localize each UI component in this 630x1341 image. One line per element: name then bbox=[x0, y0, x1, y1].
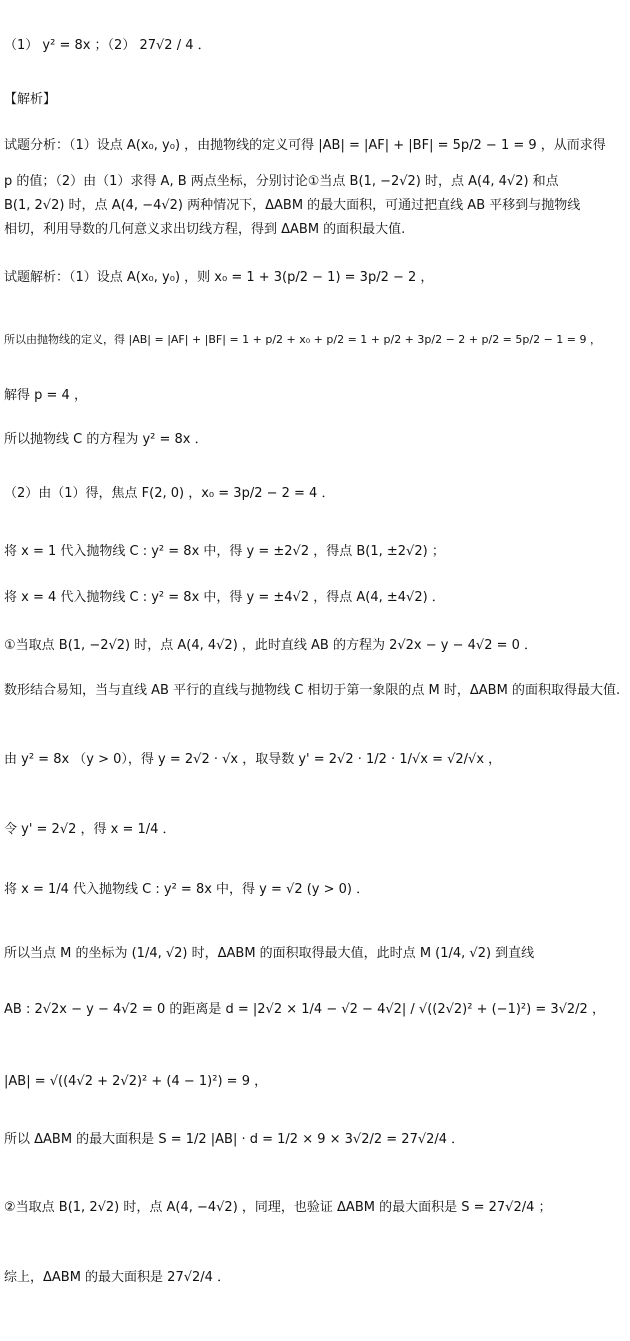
solution-line-1: 试题解析：（1）设点 A(x₀, y₀) ，则 x₀ = 1 + 3(p/2 − 1) = 3p/2 − 2 ， bbox=[4, 270, 434, 285]
solution-line-6: 将 x = 1 代入抛物线 C : y² = 8x 中，得 y = ±2√2 ，得点 B(1, ±2√2) ； bbox=[4, 544, 445, 559]
analysis-line-2: p 的值；（2）由（1）求得 A, B 两点坐标，分别讨论①当点 B(1, −2√2) 时，点 A(4, 4√2) 和点 bbox=[4, 174, 559, 189]
solution-line-12: 将 x = 1/4 代入抛物线 C : y² = 8x 中，得 y = √2 (y > 0) ． bbox=[4, 882, 370, 897]
solution-line-7: 将 x = 4 代入抛物线 C : y² = 8x 中，得 y = ±4√2 ，得点 A(4, ±4√2) ． bbox=[4, 590, 445, 605]
solution-line-2: 所以由抛物线的定义，得 |AB| = |AF| + |BF| = 1 + p/2 + x₀ + p/2 = 1 + p/2 + 3p/2 − 2 + p/2 = 5p/2 − 1 = 9 ， bbox=[4, 333, 601, 346]
answer-line: （1） y² = 8x ；（2） 27√2 / 4 ． bbox=[4, 38, 211, 53]
solution-line-13: 所以当点 M 的坐标为 (1/4, √2) 时，ΔABM 的面积取得最大值，此时点 M (1/4, √2) 到直线 bbox=[4, 946, 535, 961]
solution-line-18: 综上，ΔABM 的最大面积是 27√2/4 ． bbox=[4, 1270, 231, 1285]
solution-line-14: AB : 2√2x − y − 4√2 = 0 的距离是 d = |2√2 × 1/4 − √2 − 4√2| / √((2√2)² + (−1)²) = 3√2/2 ， bbox=[4, 1002, 605, 1017]
solution-line-5: （2）由（1）得，焦点 F(2, 0) ，x₀ = 3p/2 − 2 = 4 ． bbox=[4, 486, 335, 501]
solution-line-16: 所以 ΔABM 的最大面积是 S = 1/2 |AB| · d = 1/2 × 9 × 3√2/2 = 27√2/4 ． bbox=[4, 1132, 465, 1147]
solution-line-17: ②当取点 B(1, 2√2) 时，点 A(4, −4√2) ，同理，也验证 ΔABM 的最大面积是 S = 27√2/4 ； bbox=[4, 1200, 552, 1215]
analysis-line-3: B(1, 2√2) 时，点 A(4, −4√2) 两种情况下，ΔABM 的最大面积，可通过把直线 AB 平移到与抛物线 bbox=[4, 198, 581, 213]
solution-line-11: 令 y' = 2√2 ，得 x = 1/4 ． bbox=[4, 822, 176, 837]
solution-line-4: 所以抛物线 C 的方程为 y² = 8x ． bbox=[4, 432, 208, 447]
section-heading: 【解析】 bbox=[4, 92, 57, 107]
solution-line-15: |AB| = √((4√2 + 2√2)² + (4 − 1)²) = 9 ， bbox=[4, 1074, 268, 1089]
analysis-line-1: 试题分析：（1）设点 A(x₀, y₀) ，由抛物线的定义可得 |AB| = |AF| + |BF| = 5p/2 − 1 = 9 ，从而求得 bbox=[4, 138, 606, 153]
solution-line-9: 数形结合易知，当与直线 AB 平行的直线与抛物线 C 相切于第一象限的点 M 时，ΔABM 的面积取得最大值. bbox=[4, 683, 621, 698]
analysis-line-4: 相切，利用导数的几何意义求出切线方程，得到 ΔABM 的面积最大值. bbox=[4, 222, 406, 237]
solution-line-8: ①当取点 B(1, −2√2) 时，点 A(4, 4√2) ，此时直线 AB 的方程为 2√2x − y − 4√2 = 0 ． bbox=[4, 638, 538, 653]
solution-line-10: 由 y² = 8x （y > 0），得 y = 2√2 · √x ，取导数 y' = 2√2 · 1/2 · 1/√x = √2/√x ， bbox=[4, 752, 502, 767]
solution-line-3: 解得 p = 4 ， bbox=[4, 388, 87, 403]
